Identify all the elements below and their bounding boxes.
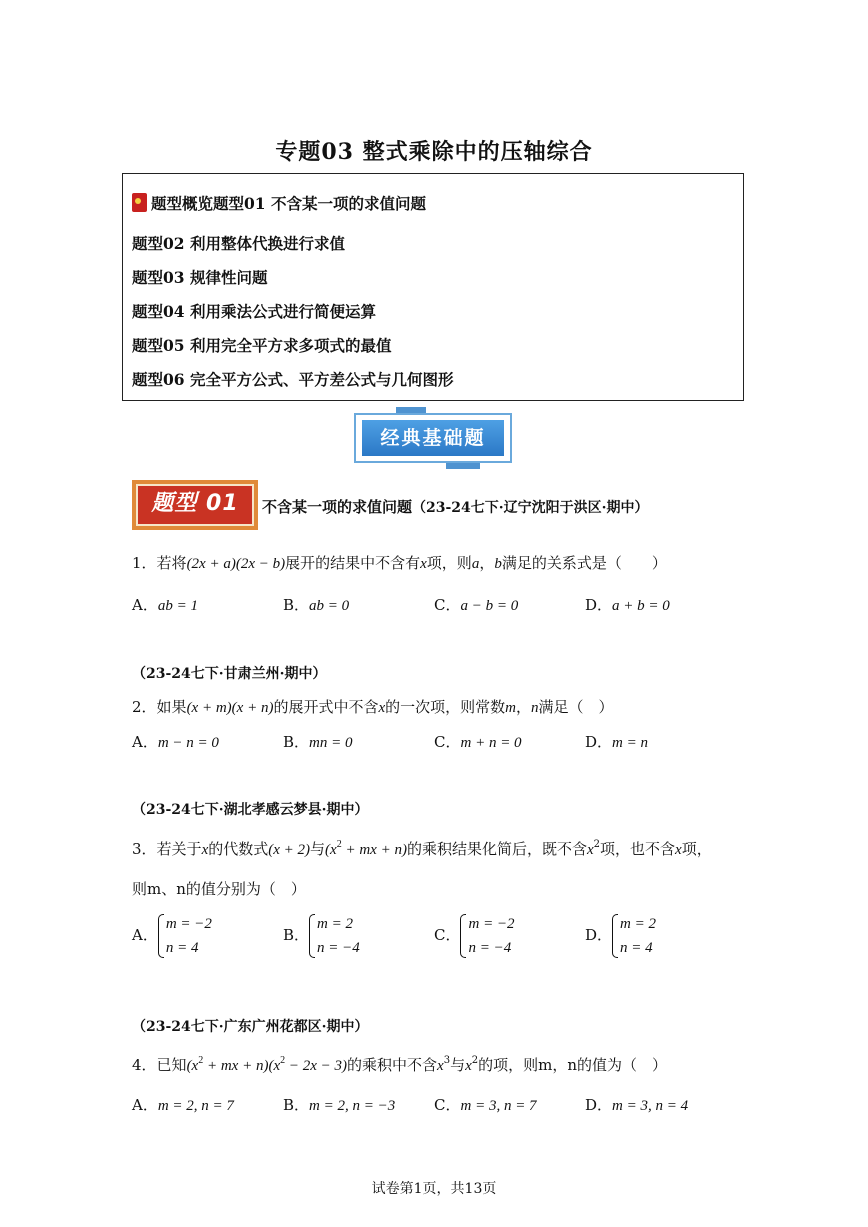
math-var: x bbox=[675, 842, 682, 858]
option-c[interactable] bbox=[434, 594, 518, 615]
stem-text: 的展开式中不含 bbox=[273, 698, 379, 716]
math-var: a bbox=[471, 556, 480, 572]
expr-part: − 2x − 3) bbox=[285, 1058, 348, 1074]
math-var: x bbox=[201, 842, 209, 858]
stem-text: 与 bbox=[310, 840, 326, 858]
math-expression bbox=[186, 1055, 348, 1074]
option-text: ab = 1 bbox=[157, 598, 198, 614]
book-icon bbox=[132, 193, 147, 212]
equation: m = 2 bbox=[620, 916, 656, 932]
option-label: B． bbox=[283, 596, 310, 614]
option-a[interactable] bbox=[132, 594, 198, 615]
question-source: （23-24七下·广东广州花都区·期中） bbox=[132, 1019, 369, 1035]
option-a[interactable] bbox=[132, 912, 212, 960]
option-text: m = n bbox=[612, 735, 648, 751]
overview-item-1: 题型01 不含某一项的求值问题 bbox=[213, 194, 426, 213]
option-label: C． bbox=[434, 733, 461, 751]
option-text: ab = 0 bbox=[309, 598, 350, 614]
type-title-source: （23-24七下·辽宁沈阳于洪区·期中） bbox=[412, 500, 649, 516]
math-var: x bbox=[378, 700, 386, 716]
overview-label: 题型概览 bbox=[151, 194, 214, 213]
question-1 bbox=[132, 552, 667, 573]
stem-text: 的代数式 bbox=[208, 840, 269, 858]
stem-text: ， bbox=[479, 554, 495, 572]
option-label: C． bbox=[434, 926, 461, 944]
stem-text: 满足（ ） bbox=[538, 698, 614, 716]
option-label: B． bbox=[283, 926, 310, 944]
question-2 bbox=[132, 696, 614, 717]
option-text: m − n = 0 bbox=[157, 735, 219, 751]
option-label: A． bbox=[132, 596, 158, 614]
option-b[interactable] bbox=[283, 1094, 395, 1115]
stem-text: 与 bbox=[450, 1056, 466, 1074]
overview-item-5: 题型05 利用完全平方求多项式的最值 bbox=[132, 336, 392, 355]
exponent: 2 bbox=[280, 1055, 286, 1066]
type-title-text: 不含某一项的求值问题 bbox=[262, 498, 413, 516]
math-var: x bbox=[420, 556, 427, 572]
math-var: x bbox=[437, 1058, 444, 1074]
stem-text: 的一次项，则常数 bbox=[385, 698, 506, 716]
option-text: m = 2, n = 7 bbox=[157, 1098, 234, 1114]
overview-item-4: 题型04 利用乘法公式进行简便运算 bbox=[132, 302, 376, 321]
option-text: mn = 0 bbox=[309, 735, 353, 751]
option-text: a + b = 0 bbox=[612, 598, 670, 614]
section-banner bbox=[354, 409, 516, 467]
option-a[interactable] bbox=[132, 731, 219, 752]
expr-part: (x bbox=[268, 1058, 281, 1074]
question-number: 3． bbox=[132, 840, 157, 858]
equation: m = 2 bbox=[317, 916, 353, 932]
expr-part: (x bbox=[325, 842, 337, 858]
option-d[interactable] bbox=[585, 731, 648, 752]
exponent: 2 bbox=[471, 1055, 479, 1066]
stem-text: 若关于 bbox=[156, 840, 202, 858]
stem-text: 满足的关系式是（ ） bbox=[501, 554, 667, 572]
stem-text: 展开的结果中不含有 bbox=[285, 554, 421, 572]
option-c[interactable] bbox=[434, 912, 515, 960]
question-number: 1． bbox=[132, 554, 157, 572]
stem-text: 项，则 bbox=[426, 554, 472, 572]
option-label: A． bbox=[132, 926, 158, 944]
option-b[interactable] bbox=[283, 594, 349, 615]
option-label: A． bbox=[132, 733, 158, 751]
option-label: B． bbox=[283, 733, 310, 751]
exponent: 2 bbox=[593, 839, 600, 850]
exponent: 2 bbox=[336, 839, 342, 850]
option-c[interactable] bbox=[434, 1094, 537, 1115]
math-var: x bbox=[586, 842, 594, 858]
overview-item-6: 题型06 完全平方公式、平方差公式与几何图形 bbox=[132, 370, 454, 389]
equation-system bbox=[309, 912, 360, 960]
page-title: 专题03 整式乘除中的压轴综合 bbox=[275, 139, 593, 165]
option-b[interactable] bbox=[283, 912, 360, 960]
option-text: m = 3, n = 7 bbox=[460, 1098, 537, 1114]
overview-item-3: 题型03 规律性问题 bbox=[132, 268, 268, 287]
equation: n = 4 bbox=[165, 940, 199, 956]
equation: m = −2 bbox=[468, 916, 515, 932]
question-3-line-2: 则m、n的值分别为（ ） bbox=[132, 880, 306, 898]
option-label: A． bbox=[132, 1096, 158, 1114]
option-d[interactable] bbox=[585, 912, 656, 960]
expr-part: (x bbox=[186, 1058, 199, 1074]
math-var: b bbox=[494, 556, 502, 572]
overview-line-1 bbox=[132, 192, 426, 214]
question-number: 2． bbox=[132, 698, 157, 716]
math-expression: (2x + a)(2x − b) bbox=[186, 556, 286, 572]
expr-part: + mx + n) bbox=[341, 842, 407, 858]
equation-system bbox=[612, 912, 656, 960]
option-label: C． bbox=[434, 1096, 461, 1114]
stem-text: ， bbox=[515, 698, 531, 716]
overview-item-2: 题型02 利用整体代换进行求值 bbox=[132, 234, 345, 253]
question-source: （23-24七下·湖北孝感云梦县·期中） bbox=[132, 802, 369, 818]
stem-text: 的乘积结果化简后，既不含 bbox=[406, 840, 587, 858]
equation-system bbox=[460, 912, 514, 960]
stem-text: 项，也不含 bbox=[600, 840, 676, 858]
question-number: 4． bbox=[132, 1056, 157, 1074]
overview-box bbox=[122, 173, 744, 401]
option-text: m = 2, n = −3 bbox=[309, 1098, 396, 1114]
option-text: m + n = 0 bbox=[460, 735, 522, 751]
option-d[interactable] bbox=[585, 594, 670, 615]
stem-text: 若将 bbox=[156, 554, 187, 572]
option-text: m = 3, n = 4 bbox=[612, 1098, 689, 1114]
equation: n = −4 bbox=[468, 940, 512, 956]
stem-text: 的项，则m，n的值为（ ） bbox=[478, 1056, 668, 1074]
option-label: D． bbox=[585, 733, 613, 751]
type-title bbox=[262, 496, 649, 517]
exponent: 2 bbox=[198, 1055, 204, 1066]
stem-text: 如果 bbox=[156, 698, 187, 716]
option-b[interactable] bbox=[283, 731, 353, 752]
exponent: 3 bbox=[443, 1055, 451, 1066]
question-3 bbox=[132, 838, 712, 859]
banner-text: 经典基础题 bbox=[362, 420, 504, 456]
stem-text: 项， bbox=[681, 840, 712, 858]
option-label: C． bbox=[434, 596, 461, 614]
option-label: B． bbox=[283, 1096, 310, 1114]
equation: n = −4 bbox=[317, 940, 360, 956]
option-a[interactable] bbox=[132, 1094, 234, 1115]
option-label: D． bbox=[585, 1096, 613, 1114]
question-4 bbox=[132, 1054, 667, 1075]
type-badge bbox=[132, 480, 258, 530]
stem-text: 的乘积中不含 bbox=[347, 1056, 438, 1074]
math-var: x bbox=[465, 1058, 472, 1074]
math-var: m bbox=[505, 700, 516, 716]
math-var: n bbox=[531, 700, 539, 716]
type-badge-text: 题型 01 bbox=[136, 484, 254, 526]
option-text: a − b = 0 bbox=[460, 598, 519, 614]
equation-system bbox=[158, 912, 212, 960]
option-label: D． bbox=[585, 596, 613, 614]
math-expression: (x + 2) bbox=[268, 842, 311, 858]
question-source: （23-24七下·甘肃兰州·期中） bbox=[132, 666, 327, 682]
math-expression bbox=[325, 839, 407, 858]
math-expression: (x + m)(x + n) bbox=[186, 700, 274, 716]
equation: m = −2 bbox=[165, 916, 212, 932]
stem-text: 已知 bbox=[156, 1056, 187, 1074]
equation: n = 4 bbox=[620, 940, 653, 956]
expr-part: + mx + n) bbox=[203, 1058, 269, 1074]
page-footer: 试卷第1页，共13页 bbox=[371, 1181, 497, 1197]
option-d[interactable] bbox=[585, 1094, 688, 1115]
option-label: D． bbox=[585, 926, 613, 944]
option-c[interactable] bbox=[434, 731, 522, 752]
